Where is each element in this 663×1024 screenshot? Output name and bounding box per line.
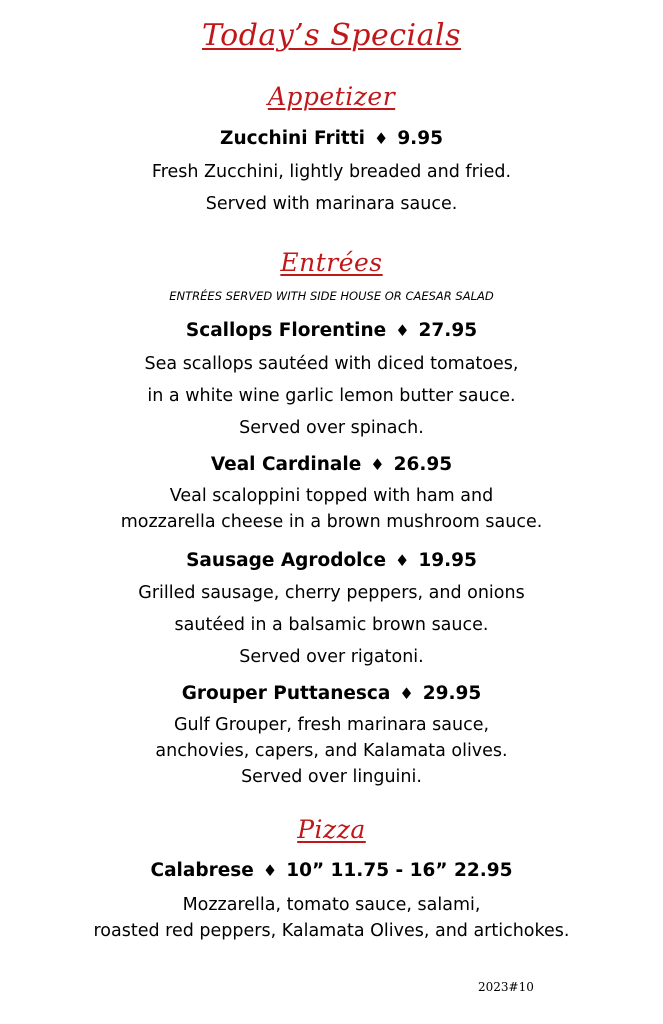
menu-item-scallops-florentine [0,320,663,341]
section-note: ENTRÉES SERVED WITH SIDE HOUSE OR CAESAR SALAD [169,289,494,303]
item-name: Scallops Florentine [185,320,387,341]
item-price: 29.95 [422,683,482,704]
item-price: 27.95 [418,320,478,341]
menu-item-zucchini-fritti [0,128,663,149]
diamond-icon: ♦ [395,551,410,570]
section-heading-entrees: Entrées [280,248,383,277]
item-name: Grouper Puttanesca [181,683,391,704]
item-description-line: Served with marinara sauce. [205,194,458,214]
menu-item-veal-cardinale [0,454,663,475]
diamond-icon: ♦ [395,321,410,340]
menu-code: 2023#10 [478,980,534,994]
menu-item-calabrese [0,860,663,881]
item-description-line: Served over linguini. [241,767,422,787]
menu-item-grouper-puttanesca [0,683,663,704]
diamond-icon: ♦ [373,129,389,148]
item-name: Calabrese [150,860,254,881]
item-description-line: Fresh Zucchini, lightly breaded and fried. [151,162,512,182]
diamond-icon: ♦ [370,455,385,474]
item-price: 10” 11.75 - 16” 22.95 [286,860,513,881]
page-title: Today’s Specials [201,18,462,53]
item-description-line: Veal scaloppini topped with ham and [169,486,494,506]
item-price: 26.95 [393,454,453,475]
diamond-icon: ♦ [399,684,414,703]
item-description-line: Mozzarella, tomato sauce, salami, [182,895,481,915]
section-heading-appetizer: Appetizer [267,82,396,111]
item-description-line: in a white wine garlic lemon butter sauce. [147,386,516,406]
diamond-icon: ♦ [262,861,278,880]
item-name: Zucchini Fritti [220,128,365,149]
item-description-line: Sea scallops sautéed with diced tomatoes, [144,354,519,374]
item-name: Veal Cardinale [210,454,362,475]
item-description-line: anchovies, capers, and Kalamata olives. [155,741,508,761]
item-price: 9.95 [397,128,443,149]
item-description-line: roasted red peppers, Kalamata Olives, and artichokes. [93,921,570,941]
item-name: Sausage Agrodolce [186,550,387,571]
item-description-line: Grilled sausage, cherry peppers, and onions [138,583,525,603]
section-heading-pizza: Pizza [297,815,366,844]
item-price: 19.95 [418,550,477,571]
item-description-line: Gulf Grouper, fresh marinara sauce, [173,715,490,735]
item-description-line: sautéed in a balsamic brown sauce. [174,615,489,635]
item-description-line: Served over spinach. [239,418,424,438]
item-description-line: Served over rigatoni. [239,647,424,667]
menu-item-sausage-agrodolce [0,550,663,571]
item-description-line: mozzarella cheese in a brown mushroom sauce. [120,512,543,532]
